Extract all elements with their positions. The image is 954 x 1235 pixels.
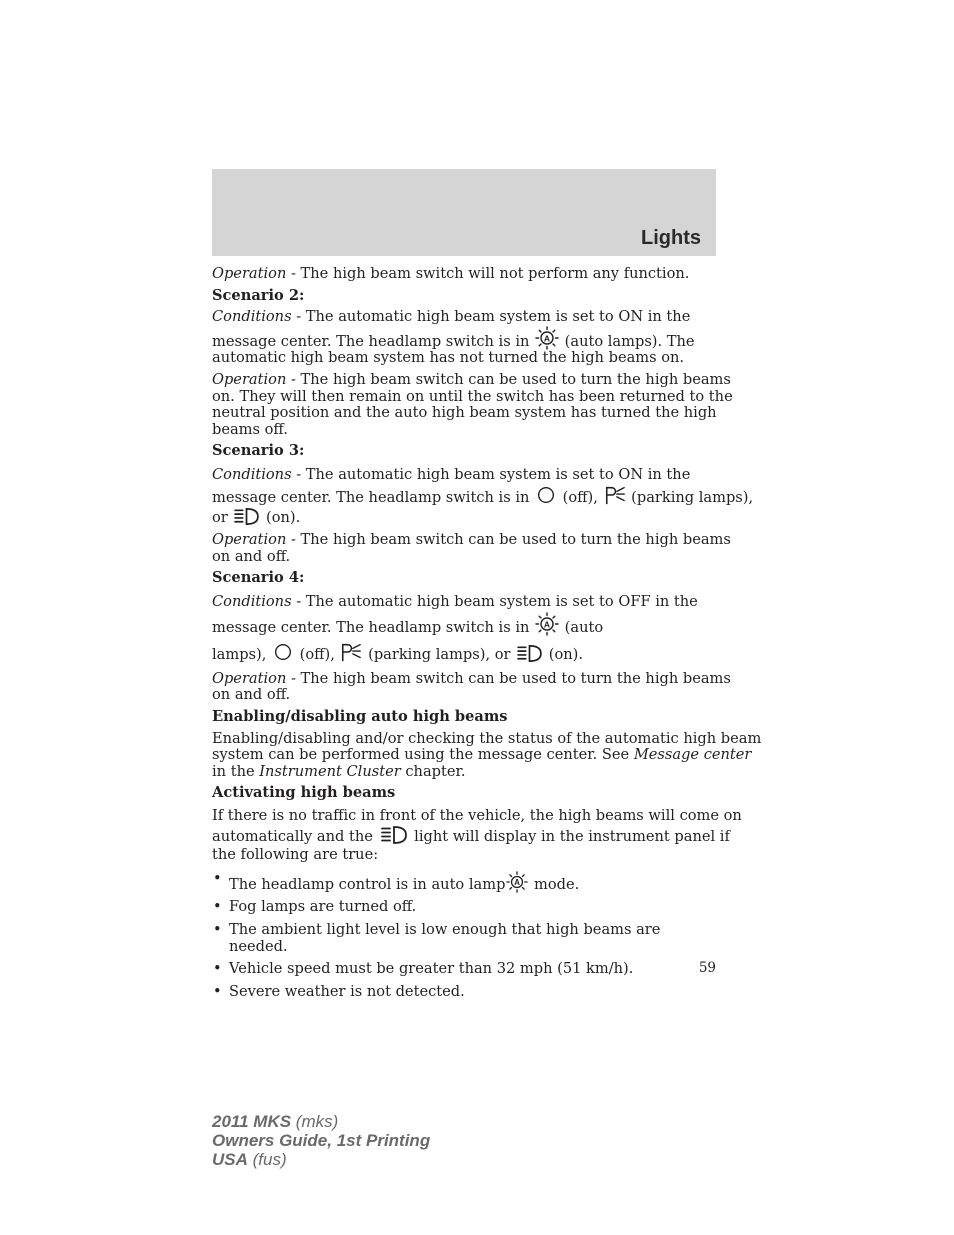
operation-label: Operation: [212, 370, 287, 388]
operation-text: beams off.: [212, 420, 288, 438]
footer-line-model: [212, 1112, 430, 1131]
conditions-text: - The automatic high beam system is set to OFF in the: [291, 592, 698, 610]
conditions-text: (auto: [560, 618, 604, 636]
off-circle-icon: [535, 484, 557, 506]
operation-text: - The high beam switch can be used to turn the high beams: [286, 370, 731, 388]
footer-region: USA: [212, 1150, 248, 1169]
page-number: 59: [698, 960, 716, 976]
headlamps-on-icon: [233, 507, 260, 526]
footer-guide: Owners Guide, 1st Printing: [212, 1131, 431, 1150]
activating-text: light will display in the instrument panel if: [409, 827, 730, 845]
paragraph-operation-1: [212, 266, 718, 283]
enabling-text: Enabling/disabling and/or checking the status of the automatic high beam: [212, 729, 762, 747]
operation-text: neutral position and the auto high beam system has turned the high: [212, 404, 717, 422]
enabling-text: system can be performed using the message center. See: [212, 746, 630, 764]
parking-lamps-icon: [604, 484, 626, 506]
section-title: Lights: [641, 227, 701, 249]
auto-lamps-icon: [535, 612, 559, 636]
conditions-label: Conditions: [212, 308, 292, 326]
operation-text: on. They will then remain on until the switch has been returned to the: [212, 387, 733, 405]
document-footer: [212, 1112, 430, 1169]
conditions-text: or: [212, 508, 228, 526]
list-item: • The ambient light level is low enough that high beams are needed.: [212, 922, 718, 955]
enabling-text: in the: [212, 762, 255, 780]
operation-text: - The high beam switch can be used to turn the high beams: [286, 530, 731, 548]
conditions-label: Conditions: [212, 465, 292, 483]
scenario-3-heading: Scenario 3:: [212, 442, 305, 460]
list-item: • Vehicle speed must be greater than 32 mph (51 km/h).: [212, 961, 718, 978]
list-item-text: The headlamp control is in auto lamp: [229, 875, 506, 893]
activating-text: automatically and the: [212, 827, 373, 845]
activating-paragraph: [212, 806, 742, 864]
list-item: • Severe weather is not detected.: [212, 984, 718, 1001]
operation-text: on and off.: [212, 547, 291, 565]
instrument-cluster-reference: Instrument Cluster: [259, 762, 401, 780]
conditions-text: - The automatic high beam system is set to ON in the: [291, 308, 691, 326]
operation-label: Operation: [212, 265, 287, 282]
enabling-paragraph: [212, 729, 762, 781]
scenario-4-heading: Scenario 4:: [212, 569, 305, 587]
section-header-band: [212, 169, 716, 256]
parking-lamps-icon: [340, 641, 362, 663]
auto-lamps-icon: [506, 871, 528, 893]
conditions-list: [212, 871, 718, 1001]
conditions-text: automatic high beam system has not turned the high beams on.: [212, 349, 685, 367]
off-circle-icon: [272, 641, 294, 663]
conditions-text: (auto lamps). The: [560, 332, 695, 350]
scenario-2-operation: [212, 370, 733, 438]
list-item: [212, 871, 718, 894]
conditions-text: (on).: [261, 508, 301, 526]
scenario-4-conditions: [212, 592, 718, 665]
footer-line-region: [212, 1150, 430, 1169]
conditions-text: message center. The headlamp switch is in: [212, 618, 530, 636]
conditions-text: (off),: [295, 645, 335, 663]
activating-text: the following are true:: [212, 845, 379, 863]
footer-model-code: (mks): [291, 1112, 339, 1131]
conditions-text: (on).: [544, 645, 583, 663]
high-beam-icon: [379, 825, 409, 845]
operation-text: - The high beam switch can be used to turn the high beams: [286, 669, 731, 687]
message-center-reference: Message center: [633, 746, 752, 764]
conditions-text: (parking lamps), or: [363, 645, 511, 663]
enabling-text: chapter.: [405, 762, 466, 780]
conditions-text: lamps),: [212, 645, 267, 663]
footer-line-guide: [212, 1131, 430, 1150]
list-item-text: mode.: [529, 875, 580, 893]
operation-label: Operation: [212, 669, 287, 687]
conditions-label: Conditions: [212, 592, 292, 610]
scenario-3-conditions: [212, 465, 754, 527]
conditions-text: (off),: [558, 488, 598, 506]
auto-lamps-icon: [535, 326, 559, 350]
operation-text: on and off.: [212, 686, 291, 704]
conditions-text: message center. The headlamp switch is in: [212, 332, 530, 350]
footer-model: 2011 MKS: [212, 1112, 292, 1131]
scenario-4-operation: [212, 669, 731, 704]
activating-heading: Activating high beams: [212, 784, 396, 802]
page-content: [212, 265, 762, 1006]
scenario-2-conditions: [212, 309, 718, 367]
footer-region-code: (fus): [247, 1150, 287, 1169]
conditions-text: message center. The headlamp switch is in: [212, 488, 530, 506]
list-item: • Fog lamps are turned off.: [212, 899, 718, 916]
conditions-text: - The automatic high beam system is set to ON in the: [291, 465, 691, 483]
enabling-heading: Enabling/disabling auto high beams: [212, 707, 508, 725]
operation-label: Operation: [212, 530, 287, 548]
operation-text: - The high beam switch will not perform any function.: [286, 265, 690, 282]
scenario-2-heading: Scenario 2:: [212, 286, 305, 304]
conditions-text: (parking lamps),: [626, 488, 754, 506]
activating-text: If there is no traffic in front of the vehicle, the high beams will come on: [212, 806, 742, 824]
scenario-3-operation: [212, 530, 731, 565]
headlamps-on-icon: [516, 644, 543, 663]
